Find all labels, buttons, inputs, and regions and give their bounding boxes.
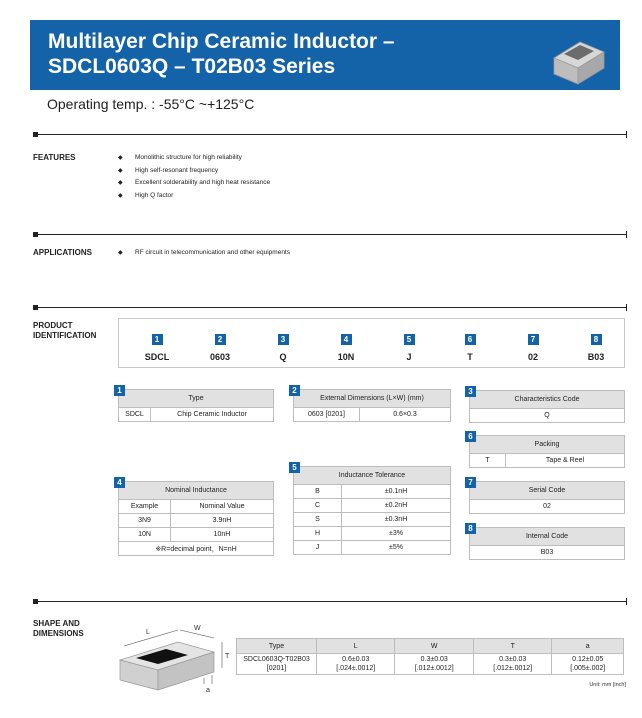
features-list [118,152,270,202]
header-banner [30,20,620,90]
section-divider [33,601,627,602]
dimensions-spec-table [236,638,624,675]
code-value: SDCL [144,352,170,362]
type-table [117,386,274,422]
table-header: Serial Code [470,482,625,500]
table-header: Characteristics Code [470,391,625,409]
table-row: B ±0.1nH [294,485,451,499]
table-row: H ±3% [294,527,451,541]
table-row: SDCL Chip Ceramic Inductor [119,408,274,422]
table-row: 10N 10nH [119,528,274,542]
features-label: FEATURES [33,153,76,162]
section-divider [33,234,627,235]
table-note: ※R=decimal point，N=nH [119,542,274,556]
dimension-label-W: W [194,625,201,632]
number-badge: 3 [278,334,289,345]
number-badge: 2 [289,385,300,396]
serial-code-table [468,478,625,514]
table-row: 02 [470,500,625,514]
dimension-label-a: a [206,687,210,694]
code-part-5 [379,329,439,362]
code-value: 10N [337,352,355,362]
number-badge: 1 [152,334,163,345]
number-badge: 2 [215,334,226,345]
table-header: Nominal Inductance [119,482,274,500]
code-value: Q [279,352,287,362]
code-part-4 [316,329,376,362]
tolerance-table [292,463,451,555]
number-badge: 7 [465,477,476,488]
code-part-2 [190,329,250,362]
code-part-6 [440,329,500,362]
table-row: Q [470,409,625,423]
number-badge: 8 [465,523,476,534]
table-row: J ±5% [294,541,451,555]
dimension-label-T: T [225,653,230,660]
characteristics-table [468,387,625,423]
code-value: 02 [527,352,538,362]
packing-table [468,432,625,468]
table-header: Type [119,390,274,408]
number-badge: 6 [465,334,476,345]
applications-label: APPLICATIONS [33,248,92,257]
chip-inductor-image [548,30,608,85]
list-item: ◆ RF circuit in telecommunication and other equipments [118,247,290,260]
table-row: C ±0.2nH [294,499,451,513]
section-divider [33,134,627,135]
code-value: J [406,352,412,362]
table-row: T Tape & Reel [470,454,625,468]
code-value: B03 [587,352,605,362]
chip-dimension-drawing [114,620,236,700]
shape-dimensions-label: SHAPE AND DIMENSIONS [33,619,84,638]
table-header: Packing [470,436,625,454]
dimensions-table [292,386,451,422]
code-value: 0603 [209,352,231,362]
table-row: 0603 [0201] 0.6×0.3 [294,408,451,422]
dimension-label-L: L [146,629,150,636]
table-header-row: Type L W T a [237,639,624,654]
number-badge: 5 [289,462,300,473]
code-part-3 [253,329,313,362]
list-item: ◆ High self-resonant frequency [118,165,270,178]
table-row [119,542,274,556]
code-part-7 [503,329,563,362]
title-line-1: Multilayer Chip Ceramic Inductor – [48,30,395,53]
list-item: ◆ Monolithic structure for high reliability [118,152,270,165]
number-badge: 5 [404,334,415,345]
nominal-inductance-table [117,478,274,556]
code-part-1 [127,329,187,362]
operating-temperature: Operating temp. : -55°C ~+125°C [47,96,255,112]
title-line-2: SDCL0603Q – T02B03 Series [48,55,336,78]
table-header: Internal Code [470,528,625,546]
internal-code-table [468,524,625,560]
product-code-box [118,318,625,368]
list-item: ◆ Excellent solderability and high heat resistance [118,177,270,190]
table-header: Inductance Tolerance [294,467,451,485]
number-badge: 6 [465,431,476,442]
table-row: Example Nominal Value [119,500,274,514]
list-item: ◆ High Q factor [118,190,270,203]
number-badge: 8 [591,334,602,345]
number-badge: 7 [528,334,539,345]
number-badge: 1 [114,385,125,396]
product-identification-label: PRODUCT IDENTIFICATION [33,321,97,340]
table-row: SDCL0603Q-T02B03 [0201] 0.6±0.03 [.024±.0012] 0.3±0.03 [.012±.0012] 0.3±0.03 [.012±.0012] 0.12±0.05 [.005±.002] [237,654,624,675]
unit-note: Unit: mm [inch] [589,682,626,688]
number-badge: 3 [465,386,476,397]
page-title [48,29,395,79]
table-row: B03 [470,546,625,560]
section-divider [33,307,627,308]
number-badge: 4 [341,334,352,345]
code-value: T [467,352,473,362]
number-badge: 4 [114,477,125,488]
code-part-8 [566,329,626,362]
table-header: External Dimensions (L×W) (mm) [294,390,451,408]
table-row: 3N9 3.9nH [119,514,274,528]
table-row: S ±0.3nH [294,513,451,527]
applications-list [118,247,290,260]
